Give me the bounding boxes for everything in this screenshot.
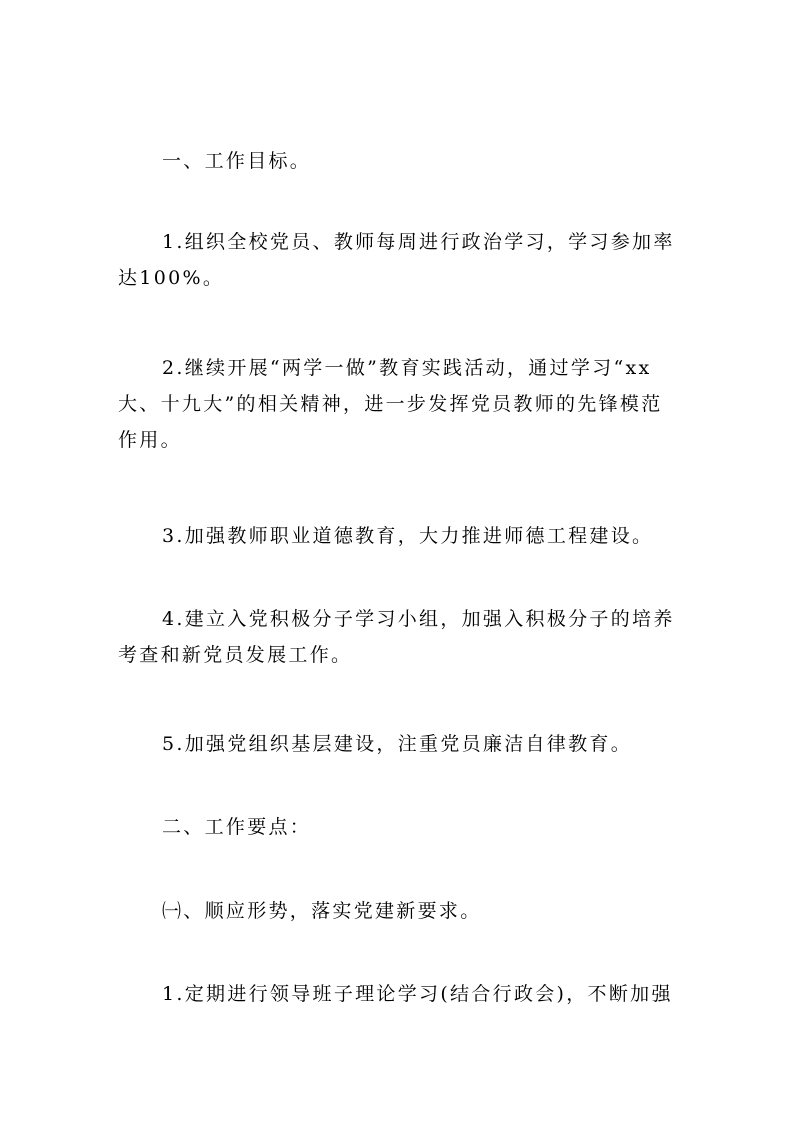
key-point-item-1: 1.定期进行领导班子理论学习(结合行政会)，不断加强 <box>162 983 673 1005</box>
goal-item-1: 1.组织全校党员、教师每周进行政治学习，学习参加率达100%。 <box>118 231 675 289</box>
goal-item-2: 2.继续开展“两学一做”教育实践活动，通过学习“xx大、十九大”的相关精神，进一步发挥党员教师的先锋模范作用。 <box>118 357 663 451</box>
section-heading-key-points: 二、工作要点： <box>162 816 312 838</box>
goal-item-4: 4.建立入党积极分子学习小组，加强入积极分子的培养考查和新党员发展工作。 <box>118 608 675 666</box>
subsection-heading: ㈠、顺应形势，落实党建新要求。 <box>162 900 482 922</box>
goal-item-5: 5.加强党组织基层建设，注重党员廉洁自律教育。 <box>162 733 633 755</box>
goal-item-3: 3.加强教师职业道德教育，大力推进师德工程建设。 <box>162 525 654 547</box>
section-heading-goals: 一、工作目标。 <box>162 150 312 172</box>
